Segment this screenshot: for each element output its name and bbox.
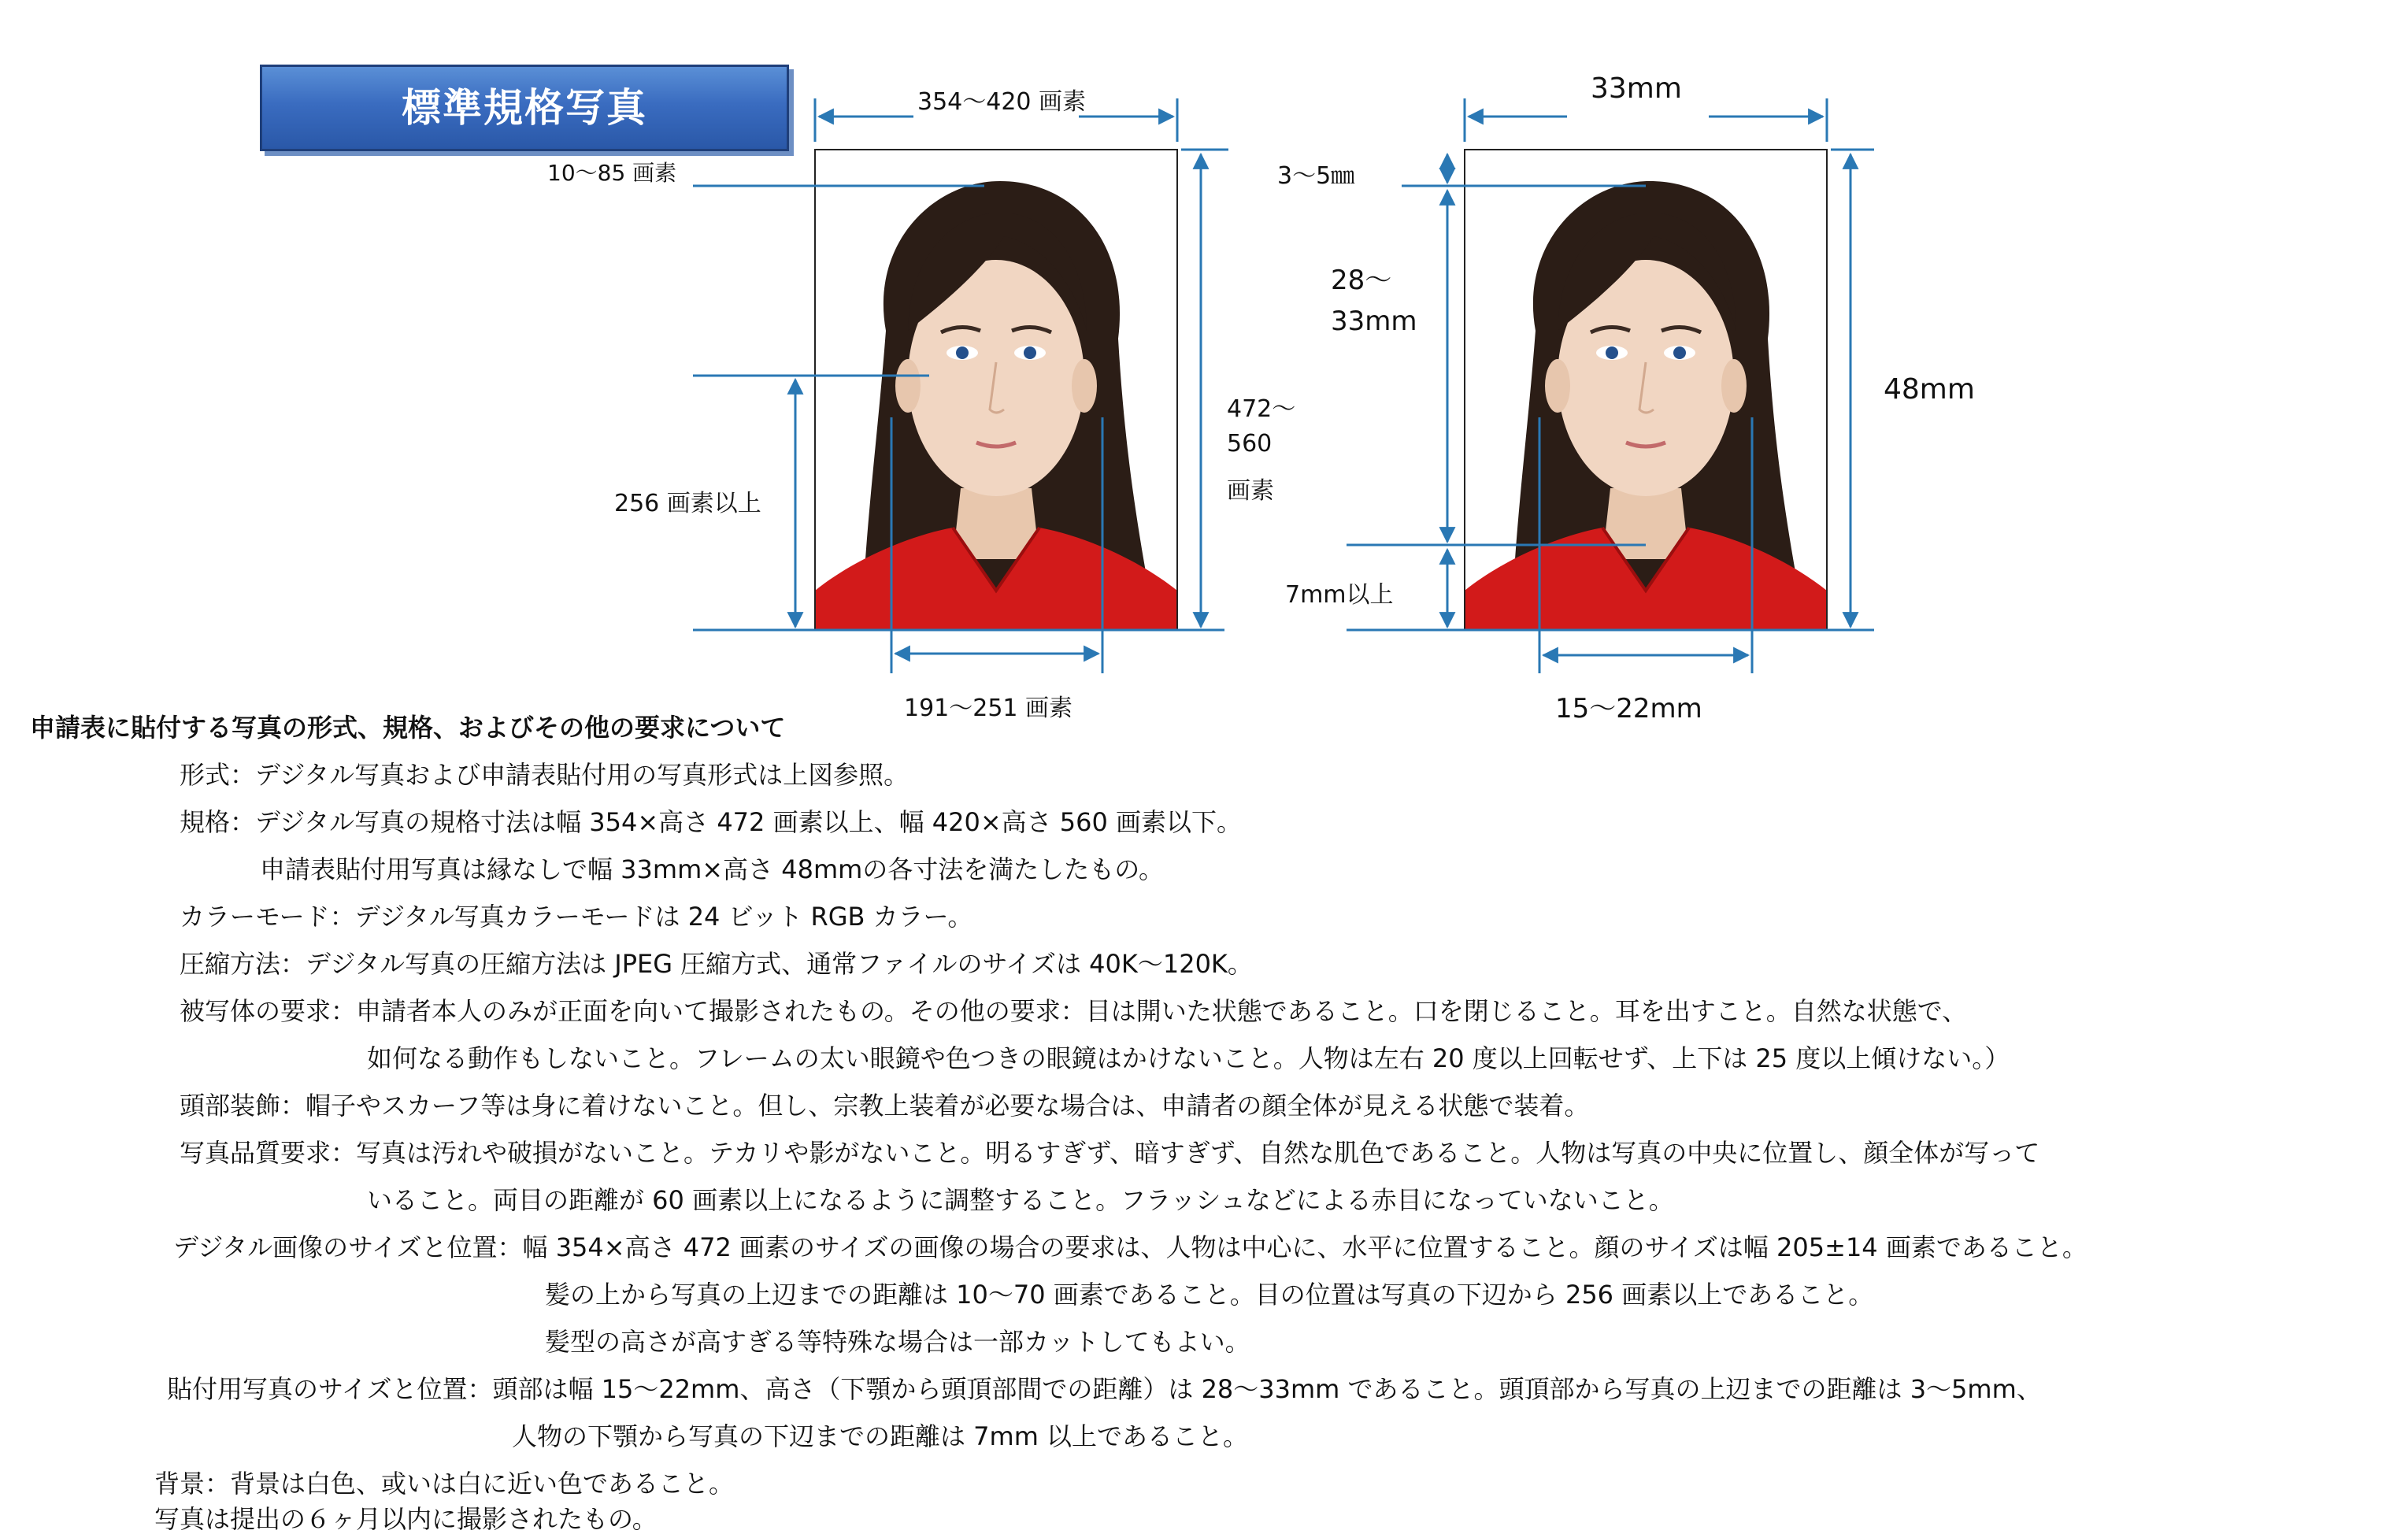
req-quality: 写真品質要求：写真は汚れや破損がないこと。テカリや影がないこと。明るすぎず、暗すぎず、自然な肌色であること。人物は写真の中央に位置し、顔全体が写って bbox=[180, 1138, 2040, 1168]
req-spec-cont: 申請表貼付用写真は縁なしで幅 33mm×高さ 48mmの各寸法を満たしたもの。 bbox=[260, 854, 1165, 884]
right-width-label: 33mm bbox=[1591, 72, 1682, 105]
left-height-label-3: 画素 bbox=[1227, 477, 1274, 505]
left-top-margin-label: 10～85 画素 bbox=[547, 160, 677, 186]
right-photo bbox=[1465, 150, 1827, 630]
req-digital-size-cont1: 髪の上から写真の上辺までの距離は 10～70 画素であること。目の位置は写真の下辺から 256 画素以上であること。 bbox=[545, 1280, 1874, 1310]
req-subject-cont: 如何なる動作もしないこと。フレームの太い眼鏡や色つきの眼鏡はかけないこと。人物は左右 20 度以上回転せず、上下は 25 度以上傾けない。） bbox=[367, 1043, 2010, 1073]
right-head-height-label-2: 33mm bbox=[1331, 306, 1417, 337]
left-photo bbox=[815, 150, 1177, 630]
requirements-heading: 申請表に貼付する写真の形式、規格、およびその他の要求について bbox=[30, 713, 786, 743]
req-background: 背景：背景は白色、或いは白に近い色であること。 bbox=[154, 1469, 735, 1499]
req-date: 写真は提出の６ヶ月以内に撮影されたもの。 bbox=[154, 1504, 658, 1534]
right-head-height-label-1: 28～ bbox=[1331, 265, 1392, 296]
right-face-width-label: 15～22mm bbox=[1555, 693, 1702, 724]
req-spec: 規格：デジタル写真の規格寸法は幅 354×高さ 472 画素以上、幅 420×高さ 560 画素以下。 bbox=[180, 807, 1243, 837]
right-top-margin-label: 3～5㎜ bbox=[1277, 162, 1355, 190]
req-compression: 圧縮方法：デジタル写真の圧縮方法は JPEG 圧縮方式、通常ファイルのサイズは 40K～120K。 bbox=[180, 949, 1253, 979]
right-chin-label: 7mm以上 bbox=[1285, 581, 1394, 609]
req-head-decoration: 頭部装飾：帽子やスカーフ等は身に着けないこと。但し、宗教上装着が必要な場合は、申請者の顔全体が見える状態で装着。 bbox=[180, 1091, 1590, 1121]
req-subject: 被写体の要求：申請者本人のみが正面を向いて撮影されたもの。その他の要求：目は開いた状態であること。口を閉じること。耳を出すこと。自然な状態で、 bbox=[180, 996, 1968, 1026]
left-height-label-2: 560 bbox=[1227, 430, 1273, 458]
right-height-label: 48mm bbox=[1884, 373, 1975, 406]
banner-title: 標準規格写真 bbox=[402, 85, 647, 131]
left-eye-label: 256 画素以上 bbox=[614, 490, 761, 517]
req-quality-cont: いること。両目の距離が 60 画素以上になるように調整すること。フラッシュなどによる赤目になっていないこと。 bbox=[367, 1185, 1674, 1215]
left-face-width-label: 191～251 画素 bbox=[904, 695, 1073, 722]
photo-spec-diagram bbox=[0, 0, 2408, 709]
left-width-label: 354～420 画素 bbox=[917, 88, 1087, 116]
req-digital-size-cont2: 髪型の高さが高すぎる等特殊な場合は一部カットしてもよい。 bbox=[545, 1327, 1250, 1357]
req-print-size-cont: 人物の下顎から写真の下辺までの距離は 7mm 以上であること。 bbox=[512, 1421, 1249, 1451]
req-print-size: 貼付用写真のサイズと位置：頭部は幅 15～22mm、高さ（下顎から頭頂部間での距離）は 28～33mm であること。頭頂部から写真の上辺までの距離は 3～5mm、 bbox=[167, 1374, 2042, 1404]
req-color-mode: カラーモード：デジタル写真カラーモードは 24 ビット RGB カラー。 bbox=[180, 902, 973, 932]
req-digital-size: デジタル画像のサイズと位置：幅 354×高さ 472 画素のサイズの画像の場合の要求は、人物は中心に、水平に位置すること。顔のサイズは幅 205±14 画素であること。 bbox=[173, 1232, 2088, 1262]
req-format: 形式：デジタル写真および申請表貼付用の写真形式は上図参照。 bbox=[180, 760, 909, 790]
left-height-label-1: 472～ bbox=[1227, 395, 1296, 423]
